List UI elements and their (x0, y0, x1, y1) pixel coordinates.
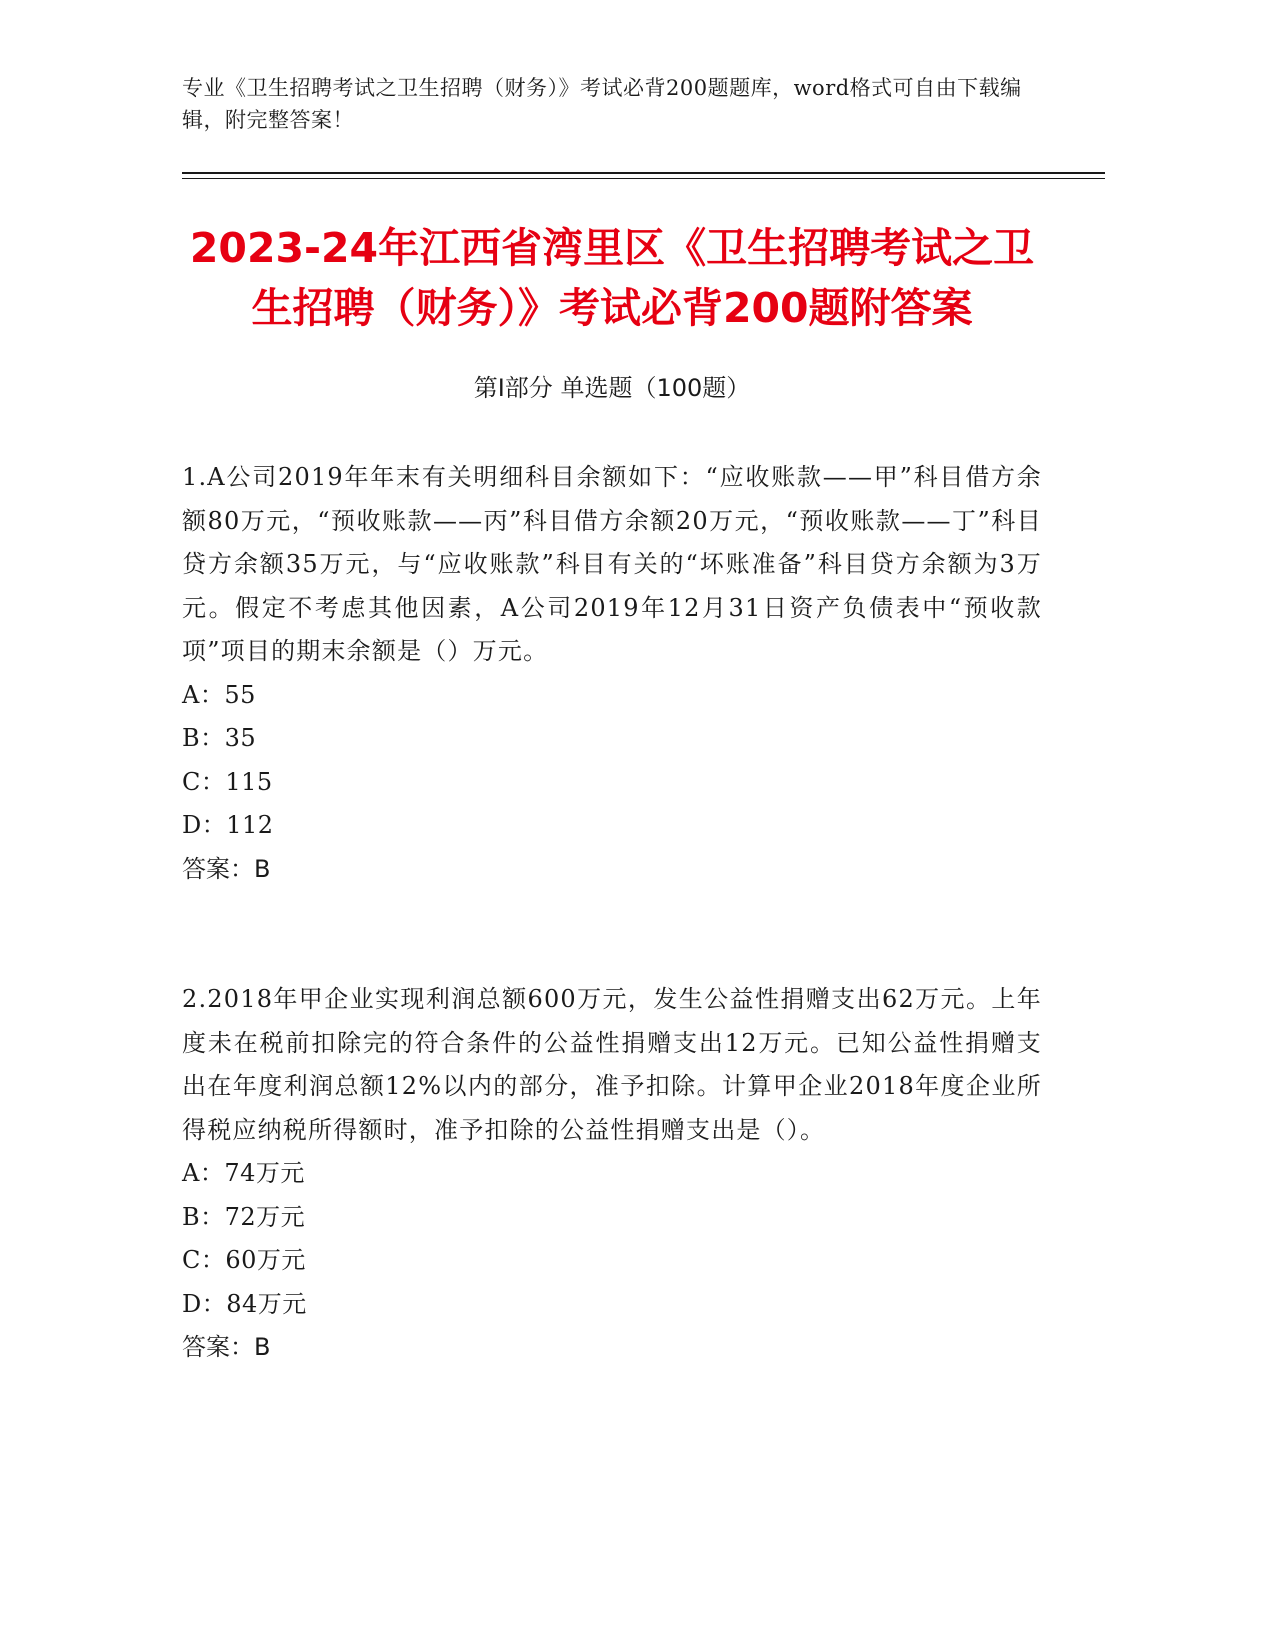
question-text: 2.2018年甲企业实现利润总额600万元，发生公益性捐赠支出62万元。上年度未在税前扣除完的符合条件的公益性捐赠支出12万元。已知公益性捐赠支出在年度利润总额12%以内的部分，准予扣除。计算甲企业2018年度企业所得税应纳税所得额时，准予扣除的公益性捐赠支出是（）。 (182, 985, 1042, 1144)
question-1 (182, 456, 1042, 891)
question-text: 1.A公司2019年年末有关明细科目余额如下：“应收账款——甲”科目借方余额80万元，“预收账款——丙”科目借方余额20万元，“预收账款——丁”科目贷方余额35万元，与“应收账款”科目有关的“坏账准备”科目贷方余额为3万元。假定不考虑其他因素，A公司2019年12月31日资产负债表中“预收款项”项目的期末余额是（）万元。 (182, 463, 1042, 665)
answer-line: 答案：B (182, 854, 271, 883)
header-rule-thin (182, 178, 1105, 179)
option-d: D：112 (182, 811, 274, 839)
answer-line: 答案：B (182, 1333, 271, 1361)
section-heading: 第I部分 单选题（100题） (473, 374, 751, 402)
option-b: B：72万元 (182, 1202, 306, 1231)
option-a: A：74万元 (182, 1159, 305, 1187)
option-d: D：84万元 (182, 1289, 307, 1318)
option-c: C：60万元 (182, 1246, 306, 1274)
intro-text: 专业《卫生招聘考试之卫生招聘（财务）》考试必背200题题库，word格式可自由下载编辑，附完整答案！ (182, 76, 1022, 132)
option-c: C：115 (182, 767, 273, 796)
option-b: B：35 (182, 724, 257, 752)
header-rule-thick (182, 172, 1105, 174)
option-a: A：55 (182, 680, 256, 709)
question-2 (182, 978, 1042, 1370)
document-title: 2023-24年江西省湾里区《卫生招聘考试之卫生招聘（财务）》考试必背200题附答案 (189, 224, 1035, 332)
